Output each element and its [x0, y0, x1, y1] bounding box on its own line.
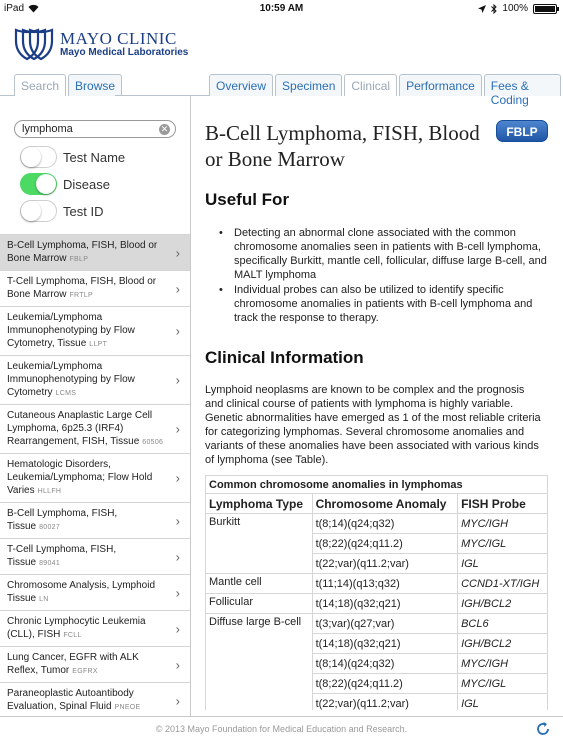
result-code: PNEOE: [114, 704, 141, 711]
fish-probe-cell: IGH/BCL2: [458, 594, 548, 614]
tab-specimen[interactable]: Specimen: [275, 74, 342, 96]
result-item[interactable]: [0, 502, 190, 538]
chevron-right-icon: ›: [175, 693, 180, 708]
result-title: Hematologic Disorders, Leukemia/Lymphoma; Flow Hold Varies: [7, 459, 153, 496]
useful-for-list: [219, 226, 549, 326]
result-code: FBLP: [69, 256, 89, 263]
toggle-label: Disease: [63, 176, 110, 192]
column-header: Chromosome Anomaly: [312, 494, 458, 514]
chromosome-anomaly-cell: t(8;22)(q24;q11.2): [312, 674, 458, 694]
chevron-right-icon: ›: [175, 470, 180, 486]
fish-probe-cell: MYC/IGH: [458, 654, 548, 674]
column-header: Lymphoma Type: [206, 494, 313, 514]
result-code: LN: [39, 596, 49, 603]
chevron-right-icon: ›: [175, 585, 180, 600]
switch-knob: [36, 174, 56, 194]
results-list: [0, 234, 190, 716]
chevron-right-icon: ›: [175, 421, 180, 437]
lymphoma-type-cell: Burkitt: [206, 514, 313, 574]
result-item[interactable]: [0, 306, 190, 355]
toggle-test-name: [20, 146, 125, 168]
result-code: EGFRX: [72, 668, 98, 675]
tab-clinical[interactable]: Clinical: [344, 74, 397, 96]
chevron-right-icon: ›: [175, 621, 180, 636]
lymphoma-type-cell: Follicular: [206, 594, 313, 614]
search-input[interactable]: lymphoma: [14, 120, 176, 138]
toggle-label: Test ID: [63, 203, 104, 219]
chevron-right-icon: ›: [175, 281, 180, 296]
sidebar-tabs: [14, 74, 124, 96]
refresh-icon[interactable]: [535, 721, 551, 737]
lymphoma-type-cell: Diffuse large B-cell: [206, 614, 313, 711]
fish-probe-cell: IGL: [458, 694, 548, 711]
table-row: [206, 614, 548, 634]
battery-icon: [533, 4, 557, 14]
switch-knob: [21, 147, 41, 167]
chevron-right-icon: ›: [175, 245, 180, 260]
fish-probe-cell: BCL6: [458, 614, 548, 634]
result-item[interactable]: [0, 453, 190, 502]
table-header-row: [206, 494, 548, 514]
table-row: [206, 594, 548, 614]
sidebar: [0, 96, 191, 716]
result-title: T-Cell Lymphoma, FISH, Blood or Bone Marrow: [7, 276, 157, 300]
result-title: Chronic Lymphocytic Leukemia (CLL), FISH: [7, 616, 146, 640]
result-title: B-Cell Lymphoma, FISH, Tissue: [7, 508, 118, 532]
chromosome-anomaly-cell: t(14;18)(q32;q21): [312, 634, 458, 654]
table-caption-row: [206, 476, 548, 494]
result-title: Cutaneous Anaplastic Large Cell Lymphoma, 6p25.3 (IRF4) Rearrangement, FISH, Tissue: [7, 410, 153, 447]
disease-switch[interactable]: [20, 173, 57, 195]
table-row: [206, 514, 548, 534]
result-item[interactable]: [0, 355, 190, 404]
mayo-clinic-logo: [14, 27, 188, 61]
content-tabs: [209, 74, 563, 107]
useful-for-heading: Useful For: [205, 190, 290, 209]
status-bar: [0, 0, 563, 18]
table-caption: Common chromosome anomalies in lymphomas: [206, 476, 548, 494]
chevron-right-icon: ›: [175, 657, 180, 672]
mayo-shield-icon: [14, 27, 54, 61]
result-item[interactable]: [0, 646, 190, 682]
location-arrow-icon: [478, 5, 486, 13]
brand-text: [60, 30, 188, 59]
chromosome-anomaly-cell: t(8;14)(q24;q32): [312, 654, 458, 674]
chevron-right-icon: ›: [175, 323, 180, 339]
device-label: iPad: [4, 3, 25, 14]
fish-probe-cell: CCND1-XT/IGH: [458, 574, 548, 594]
result-item[interactable]: [0, 574, 190, 610]
clinical-text: Lymphoid neoplasms are known to be complex and the prognosis and clinical course of patients with lymphoma is highly variable. Genetic abnormalities have emerged as 1 of the most reliable criteria for categorizing lymphomas. Several chromosome anomalies and variants of these anomalies have been associated with various kinds of lymphoma (see Table).: [205, 384, 541, 466]
brand-subtitle: Mayo Medical Laboratories: [60, 46, 189, 58]
tab-overview[interactable]: Overview: [209, 74, 273, 96]
list-item: • Detecting an abnormal clone associated with the common chromosome anomalies seen in patients with B-cell lymphoma, specifically Burkitt, mantle cell, follicular, diffuse large B-cell, and MALT lymphoma: [219, 226, 549, 282]
chromosome-anomaly-cell: t(3;var)(q27;var): [312, 614, 458, 634]
toggle-disease: [20, 173, 110, 195]
result-code: 89041: [39, 560, 61, 567]
fish-probe-cell: IGH/BCL2: [458, 634, 548, 654]
chromosome-anomaly-cell: t(22;var)(q11.2;var): [312, 694, 458, 711]
result-item[interactable]: [0, 610, 190, 646]
result-title: B-Cell Lymphoma, FISH, Blood or Bone Marrow: [7, 240, 158, 264]
battery-fill: [535, 6, 555, 12]
result-item[interactable]: [0, 682, 190, 716]
bluetooth-icon: [491, 4, 497, 14]
battery-percent: 100%: [502, 3, 528, 14]
result-item[interactable]: [0, 404, 190, 453]
chromosome-anomaly-cell: t(11;14)(q13;q32): [312, 574, 458, 594]
toggle-label: Test Name: [63, 149, 126, 165]
status-right: [478, 3, 557, 14]
table-row: [206, 574, 548, 594]
fish-probe-cell: IGL: [458, 554, 548, 574]
clinical-heading: Clinical Information: [205, 348, 364, 367]
tab-fees-coding[interactable]: Fees & Coding: [484, 74, 561, 96]
result-code: LCMS: [55, 390, 77, 397]
result-code: FRTLP: [69, 292, 94, 299]
test-id-switch[interactable]: [20, 200, 57, 222]
result-code: HLLFH: [37, 488, 62, 495]
fish-probe-cell: MYC/IGH: [458, 514, 548, 534]
anomalies-table: [205, 475, 548, 710]
result-item[interactable]: [0, 538, 190, 574]
result-code: 80027: [39, 524, 61, 531]
result-item[interactable]: [0, 270, 190, 306]
brand-name: MAYO CLINIC: [60, 28, 177, 48]
result-title: Chromosome Analysis, Lymphoid Tissue: [7, 580, 156, 604]
copyright-text: © 2013 Mayo Foundation for Medical Education and Research.: [155, 724, 408, 734]
switch-knob: [21, 201, 41, 221]
list-item: • Individual probes can also be utilized to identify specific chromosome anomalies in patients with B-cell lymphoma and track the response to therapy.: [219, 283, 549, 325]
clear-icon[interactable]: ✕: [160, 124, 169, 134]
lymphoma-type-cell: Mantle cell: [206, 574, 313, 594]
chevron-right-icon: ›: [175, 372, 180, 388]
chromosome-anomaly-cell: t(22;var)(q11.2;var): [312, 554, 458, 574]
test-id-badge: FBLP: [496, 120, 548, 142]
footer: [0, 716, 563, 750]
tab-browse[interactable]: Browse: [68, 74, 122, 96]
chevron-right-icon: ›: [175, 549, 180, 564]
result-title: Leukemia/Lymphoma Immunophenotyping by Flow Cytometry: [7, 361, 135, 398]
fish-probe-cell: MYC/IGL: [458, 674, 548, 694]
chromosome-anomaly-cell: t(8;22)(q24;q11.2): [312, 534, 458, 554]
result-item[interactable]: [0, 234, 190, 270]
tab-search[interactable]: Search: [14, 74, 66, 96]
chevron-right-icon: ›: [175, 513, 180, 528]
page-title: B-Cell Lymphoma, FISH, Blood or Bone Marrow: [205, 121, 480, 171]
chromosome-anomaly-cell: t(14;18)(q32;q21): [312, 594, 458, 614]
column-header: FISH Probe: [458, 494, 548, 514]
result-title: Leukemia/Lymphoma Immunophenotyping by Flow Cytometry, Tissue: [7, 312, 135, 349]
status-time: 10:59 AM: [259, 3, 304, 14]
toggle-test-id: [20, 200, 103, 222]
result-title: Lung Cancer, EGFR with ALK Reflex, Tumor: [7, 652, 139, 676]
result-title: Paraneoplastic Autoantibody Evaluation, Spinal Fluid: [7, 688, 134, 712]
result-code: LLPT: [89, 341, 108, 348]
fish-probe-cell: MYC/IGL: [458, 534, 548, 554]
main-content: [192, 96, 563, 710]
tab-performance[interactable]: Performance: [399, 74, 482, 96]
result-code: 60506: [142, 439, 164, 446]
result-title: T-Cell Lymphoma, FISH, Tissue: [7, 544, 117, 568]
chromosome-anomaly-cell: t(8;14)(q24;q32): [312, 514, 458, 534]
result-code: FCLL: [63, 632, 82, 639]
test-name-switch[interactable]: [20, 146, 57, 168]
